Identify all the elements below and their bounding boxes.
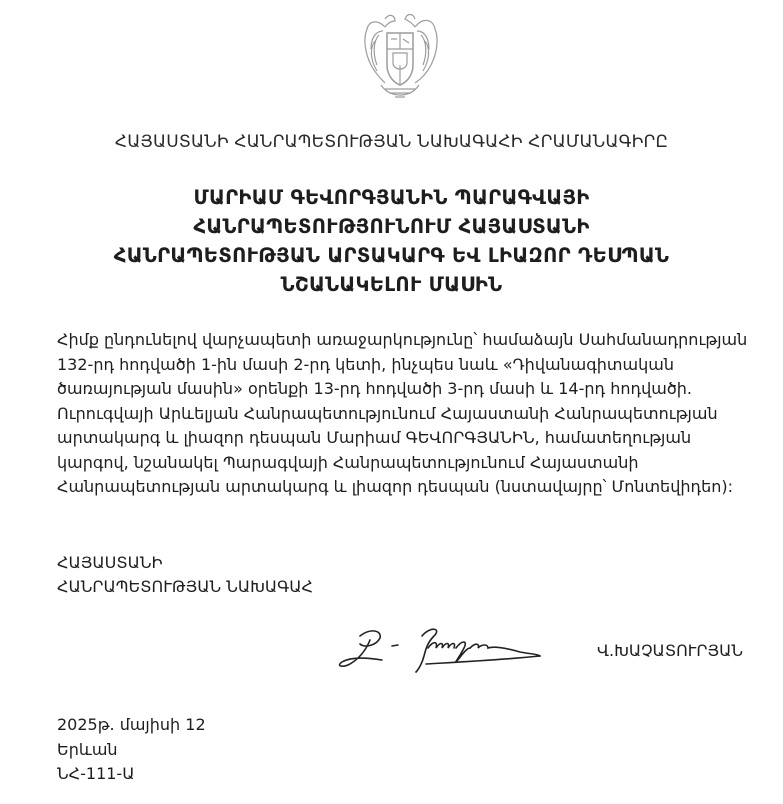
decree-header: ՀԱՅԱՍՏԱՆԻ ՀԱՆՐԱՊԵՏՈՒԹՅԱՆ ՆԱԽԱԳԱՀԻ ՀՐԱՄԱՆԱԳԻՐԸ xyxy=(114,132,669,152)
decree-title xyxy=(0,183,783,299)
signer-name: Վ.ԽԱՉԱՏՈՒՐՅԱՆ xyxy=(597,641,744,660)
decree-body xyxy=(57,328,757,500)
signer-title-line: ՀԱՆՐԱՊԵՏՈՒԹՅԱՆ ՆԱԽԱԳԱՀ xyxy=(57,577,313,596)
title-line: ՄԱՐԻԱՄ ԳԵՎՈՐԳՅԱՆԻՆ ՊԱՐԱԳՎԱՅԻ xyxy=(193,186,590,209)
decree-date: 2025թ. մայիսի 12 xyxy=(57,715,206,734)
title-line: ՀԱՆՐԱՊԵՏՈՒԹՅՈՒՆՈՒՄ ՀԱՅԱՍՏԱՆԻ xyxy=(193,215,590,238)
title-line: ՀԱՆՐԱՊԵՏՈՒԹՅԱՆ ԱՐՏԱԿԱՐԳ ԵՎ ԼԻԱԶՈՐ ԴԵՍՊԱՆ xyxy=(113,244,670,267)
decree-number: ՆՀ-111-Ա xyxy=(57,764,135,783)
signer-title xyxy=(57,551,313,599)
body-line: Հիմք ընդունելով վարչապետի առաջարկությունը՝ համաձայն Սահմանադրության xyxy=(57,330,748,349)
decree-footer xyxy=(57,713,206,787)
body-line: Ուրուգվայի Արևելյան Հանրապետությունում Հայաստանի Հանրապետության xyxy=(57,403,718,423)
handwritten-signature-icon xyxy=(330,618,570,678)
body-line: կարգով, նշանակել Պարագվայի Հանրապետությունում Հայաստանի xyxy=(57,452,639,472)
body-line: Հանրապետության արտակարգ և լիազոր դեսպան (նստավայրը՝ Մոնտեվիդեո): xyxy=(57,477,733,496)
body-line: ծառայության մասին» օրենքի 13-րդ հոդվածի 3-րդ մասի և 14-րդ հոդվածի. xyxy=(57,379,693,398)
body-line: 132-րդ հոդվածի 1-ին մասի 2-րդ կետի, ինչպես նաև «Դիվանագիտական xyxy=(57,354,674,374)
armenia-coat-of-arms-icon xyxy=(355,5,445,105)
signer-title-line: ՀԱՅԱՍՏԱՆԻ xyxy=(57,553,163,572)
decree-city: Երևան xyxy=(57,739,118,759)
title-line: ՆՇԱՆԱԿԵԼՈՒ ՄԱՍԻՆ xyxy=(280,273,503,296)
body-line: արտակարգ և լիազոր դեսպան Մարիամ ԳԵՎՈՐԳՅԱՆԻՆ, համատեղության xyxy=(57,428,692,447)
